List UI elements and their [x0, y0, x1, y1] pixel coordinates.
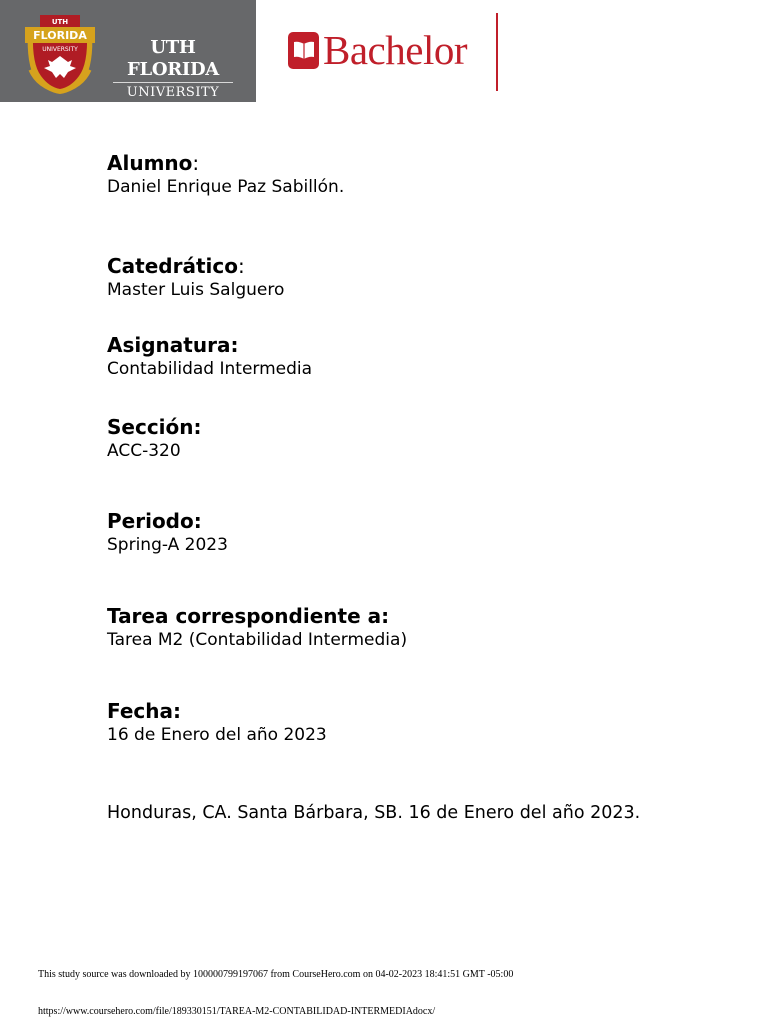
- field-alumno: [107, 152, 344, 198]
- field-value: Tarea M2 (Contabilidad Intermedia): [107, 630, 408, 650]
- field-label: Periodo:: [107, 509, 202, 533]
- field-label: Catedrático:: [107, 254, 245, 278]
- seal-line-1: UTH: [51, 18, 69, 26]
- program-logo: [288, 28, 467, 72]
- seal-line-3: UNIVERSITY: [42, 46, 78, 53]
- field-tarea: [107, 605, 407, 651]
- field-label: Tarea correspondiente a:: [107, 604, 390, 628]
- source-note: This study source was downloaded by 100000799197067 from CourseHero.com on 04-02-2023 18:41:51 GMT -05:00: [38, 969, 514, 980]
- logo-divider: [113, 82, 233, 83]
- field-value: Spring-A 2023: [107, 535, 228, 555]
- seal-line-2: FLORIDA: [33, 29, 87, 42]
- field-value: Contabilidad Intermedia: [107, 359, 313, 379]
- field-label: Alumno:: [107, 151, 200, 175]
- field-asignatura: [107, 334, 312, 380]
- field-value: ACC-320: [107, 441, 181, 461]
- field-label: Fecha:: [107, 699, 182, 723]
- university-name: [109, 37, 237, 101]
- program-name: Bachelor: [323, 27, 467, 73]
- field-periodo: [107, 510, 228, 556]
- university-seal-icon: [22, 10, 98, 96]
- university-logo-banner: [0, 0, 256, 102]
- place-and-date: Honduras, CA. Santa Bárbara, SB. 16 de Enero del año 2023.: [107, 803, 641, 823]
- field-seccion: [107, 416, 202, 462]
- field-value: Daniel Enrique Paz Sabillón.: [107, 177, 345, 197]
- field-fecha: [107, 700, 327, 746]
- field-value: 16 de Enero del año 2023: [107, 725, 327, 745]
- open-book-icon: [288, 32, 319, 69]
- university-name-line2: UNIVERSITY: [126, 85, 220, 100]
- field-catedratico: [107, 255, 284, 301]
- field-label: Sección:: [107, 415, 202, 439]
- field-label: Asignatura:: [107, 333, 239, 357]
- university-name-line1: UTH FLORIDA: [127, 37, 219, 80]
- field-value: Master Luis Salguero: [107, 280, 285, 300]
- source-url[interactable]: https://www.coursehero.com/file/189330151/TAREA-M2-CONTABILIDAD-INTERMEDIAdocx/: [38, 1006, 436, 1017]
- header-divider: [496, 13, 498, 91]
